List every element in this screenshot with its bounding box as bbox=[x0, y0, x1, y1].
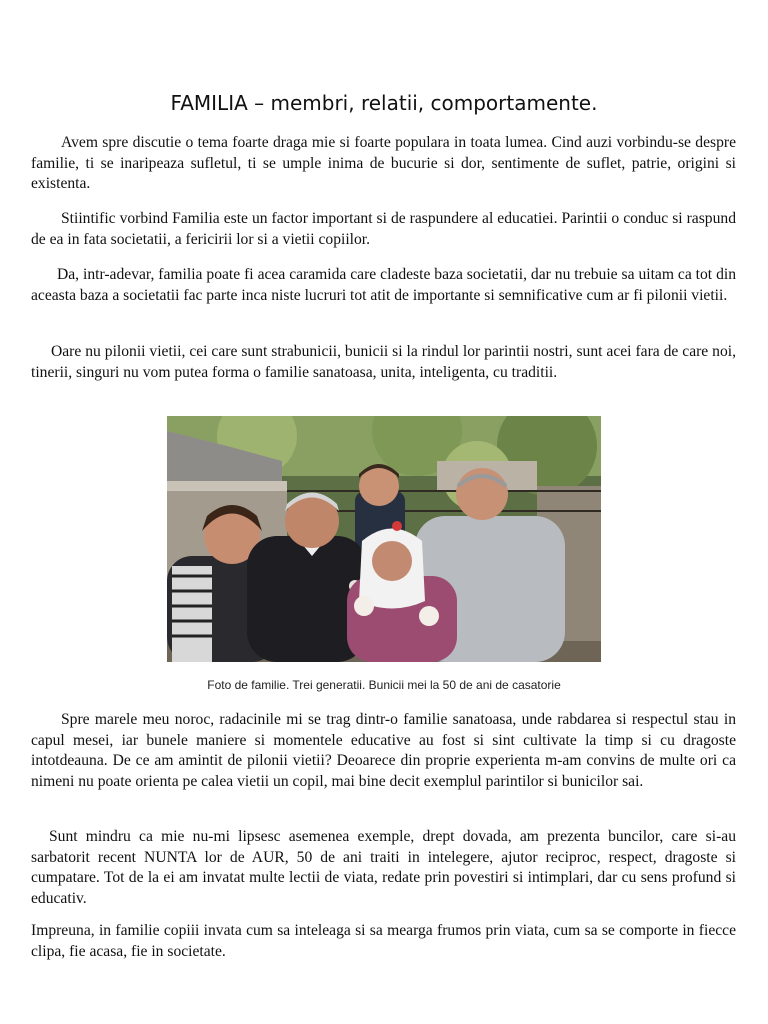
paragraph-intro: Avem spre discutie o tema foarte draga mie si foarte populara in toata lumea. Cind auzi vorbindu-se despre familie, ti se inaripeaza sufletul, ti se umple inima de bucurie si dor, sentimente de suflet, patrie, origini si existenta. bbox=[31, 134, 736, 192]
paragraph-foundation: Da, intr-adevar, familia poate fi acea caramida care cladeste baza societatii, dar nu trebuie sa uitam ca tot din aceasta baza a societatii fac parte inca niste lucruri tot atit de importante si semnificative cum ar fi pilonii vietii. bbox=[31, 266, 736, 304]
paragraph-conclusion: Impreuna, in familie copiii invata cum sa inteleaga si sa mearga frumos prin viata, cum sa se comporte in fiecce clipa, fie acasa, fie in societate. bbox=[31, 922, 736, 960]
paragraph-roots: Spre marele meu noroc, radacinile mi se trag dintr-o familie sanatoasa, unde rabdarea si respectul stau in capul mesei, iar bunele maniere si momentele educative au fost si sint cultivate la timp si cu dragoste intotdeauna. De ce am amintit de pilonii vietii? Deoarece din proprie experienta m-am convins de multe ori ca nimeni nu poate orienta pe calea vietii un copil, mai bine decit exemplul parintilor si bunicilor sai. bbox=[31, 711, 736, 790]
paragraph-pillars: Oare nu pilonii vietii, cei care sunt strabunicii, bunicii si la rindul lor parintii nostri, sunt acei fara de care noi, tinerii, singuri nu vom putea forma o familie sanatoasa, unita, inteligenta, cu traditii. bbox=[31, 343, 736, 381]
photo-caption: Foto de familie. Trei generatii. Bunicii mei la 50 de ani de casatorie bbox=[207, 678, 561, 692]
family-photo bbox=[167, 416, 601, 662]
paragraph-scientific: Stiintific vorbind Familia este un factor important si de raspundere al educatiei. Parintii o conduc si raspund de ea in fata societatii, a fericirii lor si a vietii copiilor. bbox=[31, 210, 736, 248]
page-title: FAMILIA – membri, relatii, comportamente. bbox=[170, 91, 598, 115]
paragraph-golden-wedding: Sunt mindru ca mie nu-mi lipsesc asemenea exemple, drept dovada, am prezenta buncilor, care si-au sarbatorit recent NUNTA lor de AUR, 50 de ani traiti in intelegere, ajutor reciproc, respect, dragoste si cumpatare. Tot de la ei am invatat multe lectii de viata, redate prin povestiri si intimplari, dar cu sens profund si educativ. bbox=[31, 828, 736, 907]
